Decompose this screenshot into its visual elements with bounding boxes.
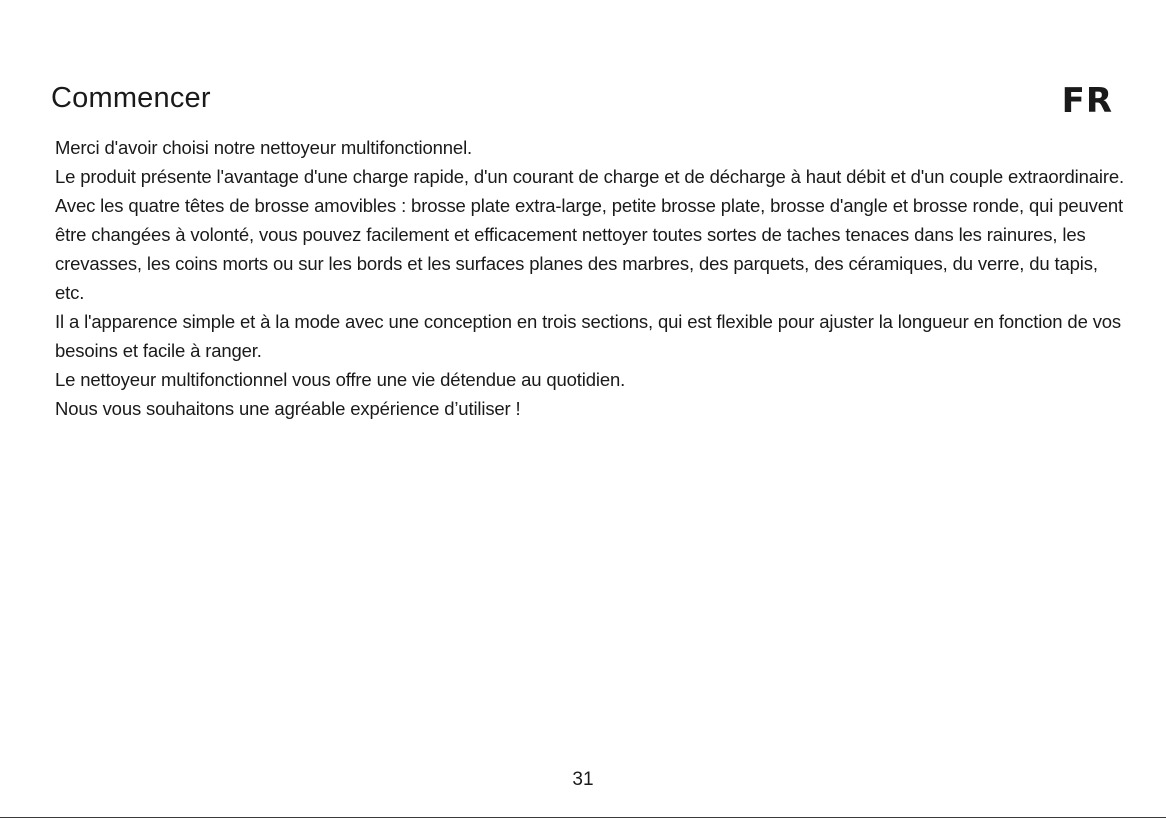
paragraph-features: Le produit présente l'avantage d'une charge rapide, d'un courant de charge et de décharge à haut débit et d'un couple extraordinaire. Avec les quatre têtes de brosse amovibles : brosse plate extra-large, petite brosse plate, brosse d'angle et brosse ronde, qui peuvent être changées à volonté, vous pouvez facilement et efficacement nettoyer toutes sortes de taches tenaces dans les rainures, les crevasses, les coins morts ou sur les bords et les surfaces planes des marbres, des parquets, des céramiques, du verre, du tapis, etc. [55, 166, 1124, 303]
paragraph-lifestyle: Le nettoyeur multifonctionnel vous offre une vie détendue au quotidien. [55, 369, 626, 390]
paragraph-wishes: Nous vous souhaitons une agréable expérience d’utiliser ! [55, 398, 521, 419]
page-number: 31 [572, 769, 594, 790]
paragraph-thanks: Merci d'avoir choisi notre nettoyeur multifonctionnel. [55, 137, 473, 158]
intro-text [55, 133, 1125, 423]
bottom-divider [0, 817, 1166, 818]
section-title: Commencer [51, 82, 211, 114]
language-code: FR [1061, 81, 1113, 121]
paragraph-design: Il a l'apparence simple et à la mode avec une conception en trois sections, qui est flexible pour ajuster la longueur en fonction de vos besoins et facile à ranger. [55, 311, 1122, 361]
